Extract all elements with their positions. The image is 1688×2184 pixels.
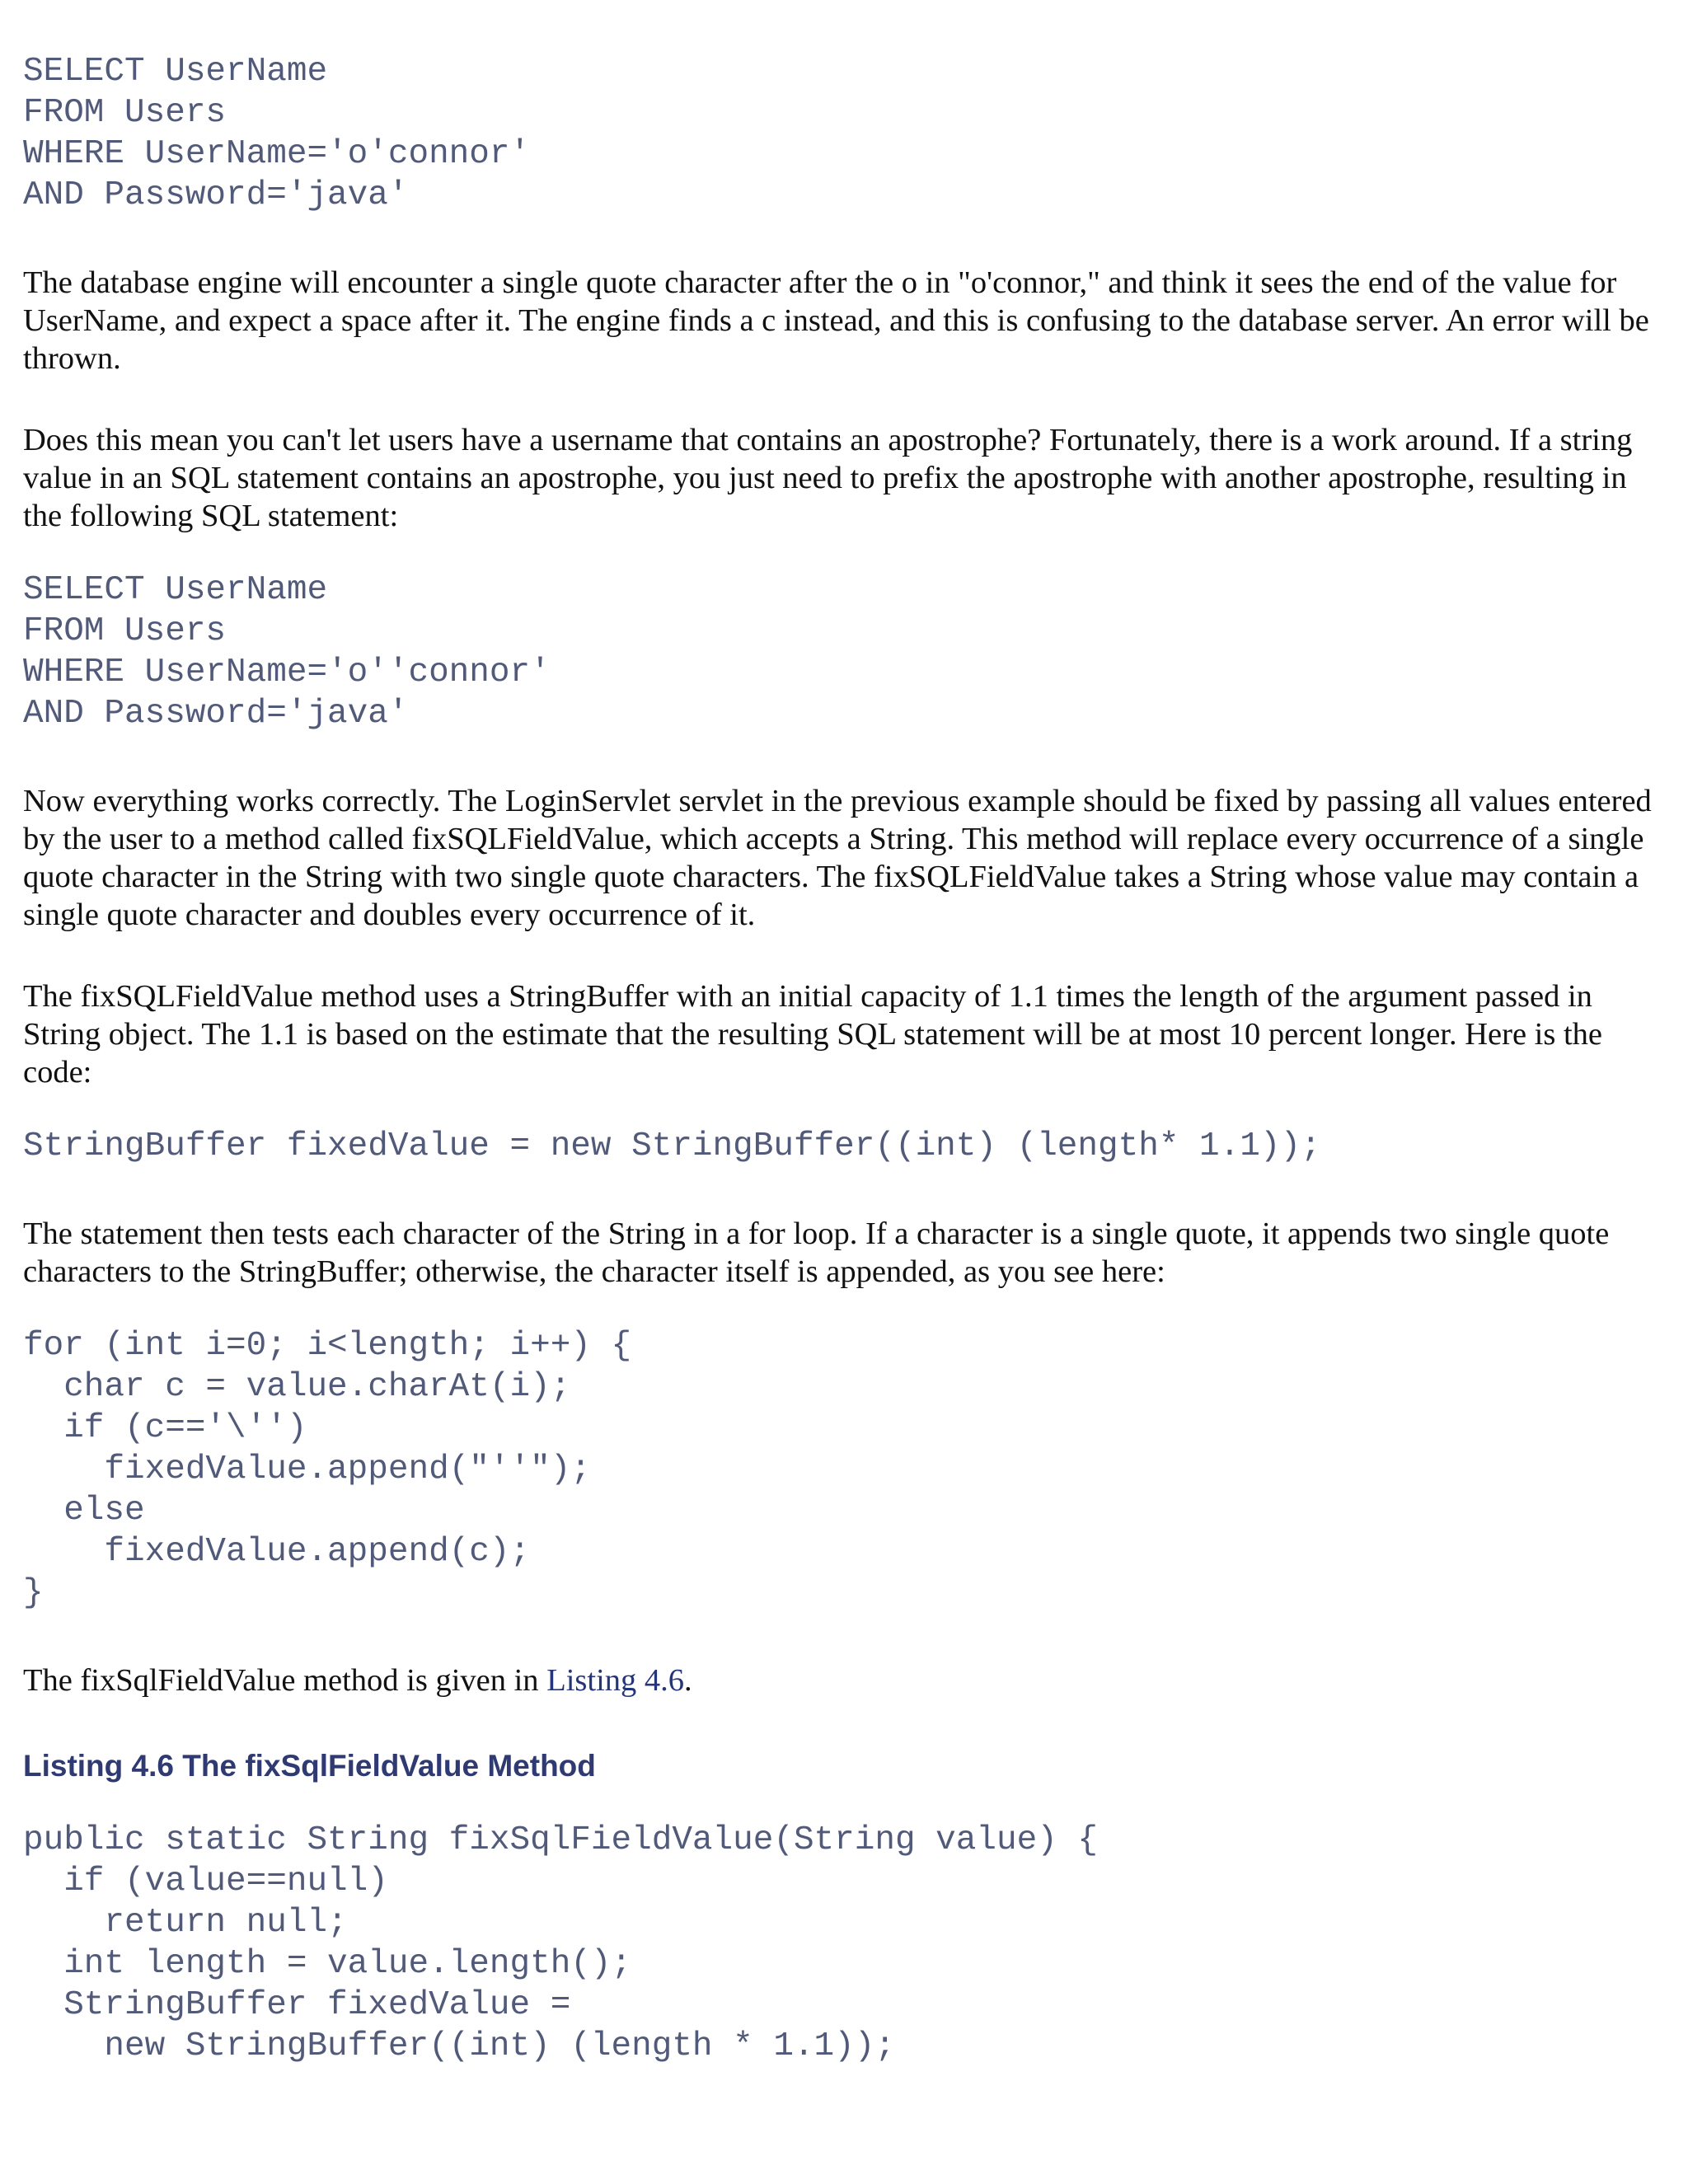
listing-title: Listing 4.6 The fixSqlFieldValue Method — [23, 1749, 596, 1783]
for-loop-intro-paragraph: The statement then tests each character of the String in a for loop. If a character is a single quote, it appends two single quote characters to the StringBuffer; otherwise, the character itself is appended, as you see here: — [23, 1216, 1610, 1289]
listing-reference-paragraph — [23, 1661, 1667, 1699]
listing-code-block: public static String fixSqlFieldValue(String value) { if (value==null) return null; int length = value.length(); StringBuffer fixedValue = new StringBuffer((int) (length * 1.1)); — [23, 1821, 1099, 2065]
works-correctly-paragraph: Now everything works correctly. The LoginServlet servlet in the previous example should be fixed by passing all values entered by the user to a method called fixSQLFieldValue, which accepts a String. This method will replace every occurrence of a single quote character in the String with two single quote characters. The fixSQLFieldValue takes a String whose value may contain a single quote character and doubles every occurrence of it. — [23, 784, 1652, 932]
apostrophe-workaround-paragraph: Does this mean you can't let users have a username that contains an apostrophe? Fortunately, there is a work around. If a string value in an SQL statement contains an apostrophe, you just need to prefix the apostrophe with another apostrophe, resulting in the following SQL statement: — [23, 423, 1633, 533]
for-loop-code-block: for (int i=0; i<length; i++) { char c = value.charAt(i); if (c=='\'') fixedValue.append("''"); else fixedValue.append(c); } — [23, 1327, 632, 1612]
stringbuffer-capacity-paragraph: The fixSQLFieldValue method uses a StringBuffer with an initial capacity of 1.1 times the length of the argument passed in String object. The 1.1 is based on the estimate that the resulting SQL statement will be at most 10 percent longer. Here is the code: — [23, 979, 1603, 1090]
listing-reference-prefix: The fixSqlFieldValue method is given in — [23, 1663, 547, 1698]
document-page — [23, 51, 1667, 2067]
stringbuffer-code-line: StringBuffer fixedValue = new StringBuffer((int) (length* 1.1)); — [23, 1127, 1321, 1165]
engine-error-paragraph: The database engine will encounter a single quote character after the o in "o'connor," and think it sees the end of the value for UserName, and expect a space after it. The engine finds a c instead, and this is confusing to the database server. An error will be thrown. — [23, 265, 1649, 376]
sql-fixed-query-code-block: SELECT UserName FROM Users WHERE UserName='o''connor' AND Password='java' — [23, 571, 551, 733]
sql-query-code-block: SELECT UserName FROM Users WHERE UserName='o'connor' AND Password='java' — [23, 53, 531, 214]
listing-reference-suffix: . — [684, 1663, 692, 1698]
listing-4-6-link[interactable]: Listing 4.6 — [546, 1663, 685, 1698]
